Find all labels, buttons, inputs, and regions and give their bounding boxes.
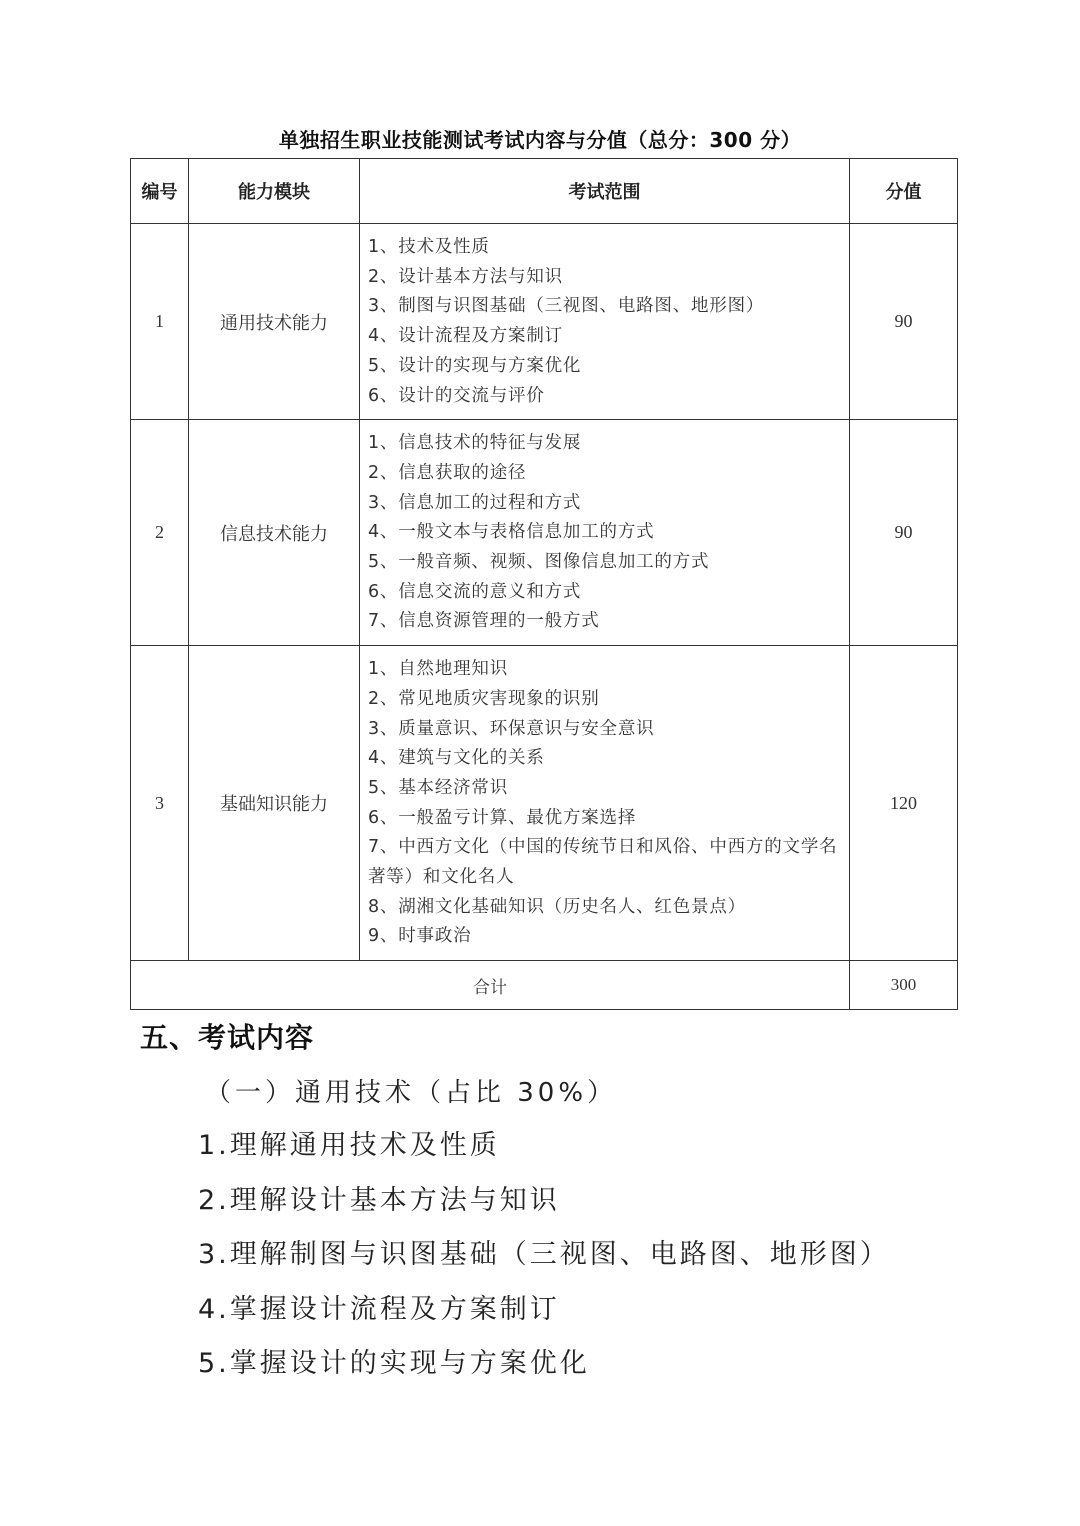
- scope-item: 7、信息资源管理的一般方式: [368, 611, 600, 632]
- header-score: 分值: [850, 159, 958, 224]
- scope-item: 1、技术及性质: [368, 237, 490, 257]
- list-item: 5.掌握设计的实现与方案优化: [198, 1348, 590, 1379]
- exam-content-table: [130, 158, 958, 1010]
- row-number: 1: [131, 224, 189, 420]
- scope-item: 2、设计基本方法与知识: [368, 266, 563, 287]
- scope-item: 4、建筑与文化的关系: [368, 748, 545, 769]
- row-scope: [360, 420, 850, 646]
- row-number: 2: [131, 420, 189, 646]
- scope-item: 3、制图与识图基础（三视图、电路图、地形图）: [368, 296, 765, 317]
- scope-item: 5、一般音频、视频、图像信息加工的方式: [368, 552, 710, 573]
- header-scope: 考试范围: [360, 159, 850, 224]
- row-score: 120: [850, 646, 958, 961]
- scope-item: 1、自然地理知识: [368, 659, 509, 680]
- row-scope: [360, 646, 850, 961]
- header-number: 编号: [131, 159, 189, 224]
- row-module: 基础知识能力: [189, 646, 360, 961]
- row-module: 通用技术能力: [189, 224, 360, 420]
- list-item: 3.理解制图与识图基础（三视图、电路图、地形图）: [198, 1239, 890, 1270]
- table-total-row: [131, 961, 958, 1010]
- scope-item: 2、信息获取的途径: [368, 462, 527, 483]
- scope-item: 6、信息交流的意义和方式: [368, 581, 582, 602]
- table-title: 单独招生职业技能测试考试内容与分值（总分：300 分）: [278, 128, 802, 152]
- scope-item: 8、湖湘文化基础知识（历史名人、红色景点）: [368, 896, 746, 917]
- row-number: 3: [131, 646, 189, 961]
- row-score: 90: [850, 224, 958, 420]
- scope-item: 5、设计的实现与方案优化: [368, 355, 582, 376]
- list-item: 4.掌握设计流程及方案制订: [198, 1293, 560, 1325]
- scope-item: 6、一般盈亏计算、最优方案选择: [368, 807, 637, 828]
- table-row: [131, 224, 958, 420]
- row-module: 信息技术能力: [189, 420, 360, 646]
- scope-item: 3、质量意识、环保意识与安全意识: [368, 718, 655, 739]
- content-list: [198, 1126, 890, 1399]
- subsection-heading: （一）通用技术（占比 30%）: [205, 1078, 618, 1108]
- scope-item: 4、一般文本与表格信息加工的方式: [368, 522, 655, 543]
- list-item: 2.理解设计基本方法与知识: [198, 1184, 560, 1216]
- section-heading: 五、考试内容: [140, 1021, 315, 1054]
- total-label: 合计: [131, 961, 850, 1010]
- header-module: 能力模块: [189, 159, 360, 224]
- scope-item: 9、时事政治: [368, 926, 472, 947]
- list-item: 1.理解通用技术及性质: [198, 1130, 500, 1161]
- scope-item: 6、设计的交流与评价: [368, 385, 545, 406]
- scope-item: 2、常见地质灾害现象的识别: [368, 688, 600, 709]
- row-scope: [360, 224, 850, 420]
- table-row: [131, 420, 958, 646]
- total-score: 300: [850, 961, 958, 1010]
- scope-item: 1、信息技术的特征与发展: [368, 433, 582, 454]
- scope-item: 5、基本经济常识: [368, 777, 509, 798]
- table-header-row: [131, 159, 958, 224]
- row-score: 90: [850, 420, 958, 646]
- scope-item: 4、设计流程及方案制订: [368, 326, 563, 347]
- scope-item: 3、信息加工的过程和方式: [368, 492, 582, 513]
- scope-item: 7、中西方文化（中国的传统节日和风俗、中西方的文学名著等）和文化名人: [368, 837, 838, 888]
- table-row: [131, 646, 958, 961]
